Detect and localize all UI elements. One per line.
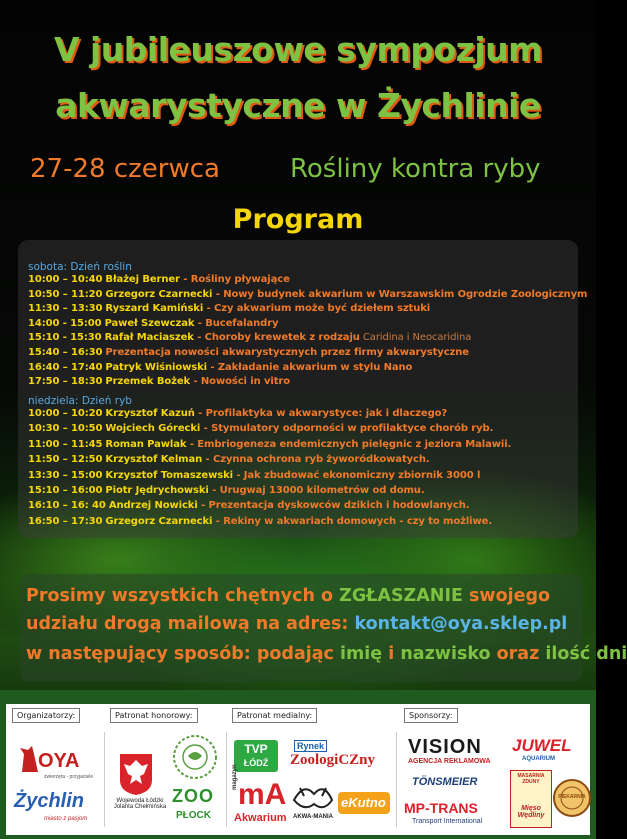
oya-name: OYA <box>38 750 80 772</box>
session-speaker: Patryk Wiśniowski <box>105 361 207 373</box>
separator: - <box>179 274 191 285</box>
session-speaker: Andrzej Nowicki <box>108 500 198 512</box>
schedule-row <box>28 500 469 511</box>
session-time: 10:50 – 11:20 <box>28 288 103 300</box>
separator: - <box>212 515 224 527</box>
session-title: Zakładanie akwarium w stylu Nano <box>217 361 413 373</box>
tvp-lodz-logo <box>234 740 278 772</box>
piekarnia-name: PIEKARNIA <box>558 794 586 800</box>
session-time: 11:00 – 11:45 <box>28 438 103 450</box>
mp-trans-logo <box>404 800 500 830</box>
schedule-row <box>28 470 480 481</box>
separator: - <box>212 288 224 300</box>
notice-text: i <box>382 644 401 664</box>
piekarnia-logo <box>552 778 592 826</box>
session-time: 11:30 – 13:30 <box>28 303 103 315</box>
poster-title-line1: V jubileuszowe sympozjum <box>53 30 543 69</box>
registration-notice <box>20 574 627 682</box>
divider <box>226 732 227 827</box>
program-title: Program <box>232 204 364 235</box>
schedule-row <box>28 423 493 434</box>
voivode-name: Jolanta Chełmińska <box>113 804 167 810</box>
session-time: 16:10 – 16: 40 <box>28 500 106 512</box>
schedule-row <box>28 439 511 450</box>
akwa-mania-name: AKWA-MANIA <box>293 814 333 820</box>
magazyn-akwarium-logo <box>232 764 288 826</box>
sunday-label: niedziela: Dzień ryb <box>28 395 132 407</box>
session-title: Rośliny pływające <box>190 274 290 285</box>
mp-trans-name: MP-TRANS <box>404 800 478 816</box>
schedule-row <box>28 347 469 358</box>
divider <box>104 732 105 827</box>
poster-title-line2: akwarystyczne w Żychlinie <box>55 86 541 125</box>
event-topic: Rośliny kontra ryby <box>290 154 541 184</box>
separator: - <box>194 317 206 329</box>
schedule-row <box>28 303 430 314</box>
notice-text: oraz <box>490 644 546 664</box>
session-title: Stymulatory odporności w profilaktyce chorób ryb. <box>211 423 494 435</box>
akwarium-label: Akwarium <box>234 812 287 824</box>
separator: - <box>208 485 220 496</box>
zoo-city: PŁOCK <box>176 810 211 821</box>
notice-text: swojego <box>462 586 551 606</box>
notice-line-2 <box>26 614 567 634</box>
notice-highlight: imię <box>340 644 383 664</box>
fish-icon <box>290 780 336 814</box>
schedule-row <box>28 454 430 465</box>
sponsors-tag: Sponsorzy: <box>404 708 458 723</box>
session-speaker: Roman Pawlak <box>105 438 190 450</box>
mp-trans-tagline: Transport International <box>412 818 483 825</box>
schedule-row <box>28 318 278 329</box>
session-title: Czy akwarium może być dziełem sztuki <box>214 303 431 315</box>
zoo-name: ZOO <box>172 786 214 806</box>
session-time: 15:40 – 16:30 <box>28 347 103 358</box>
session-title: Choroby krewetek z rodzaju <box>204 332 360 344</box>
session-title: Nowości in vitro <box>200 376 290 388</box>
session-title: Profilaktyka w akwarystyce: jak i dlaczego? <box>205 408 448 419</box>
session-time: 10:00 – 10:40 <box>28 274 103 285</box>
tonsmeier-name: TÖNSMEIER <box>412 776 478 788</box>
rynek-name: Rynek <box>294 740 327 752</box>
session-speaker: Błażej Berner <box>105 274 180 285</box>
schedule-row <box>28 332 471 343</box>
tonsmeier-logo <box>412 776 492 792</box>
session-title-genus: Caridina i Neocaridina <box>362 332 472 344</box>
schedule-row <box>28 289 587 300</box>
notice-text: udziału drogą mailową na adres: <box>26 614 355 634</box>
schedule-row <box>28 516 492 527</box>
session-title: Urugwaj 13000 kilometrów od domu. <box>219 485 425 496</box>
session-speaker: Rafał Maciaszek <box>104 332 194 344</box>
magazyn-label: magazyn <box>232 764 238 790</box>
session-time: 16:40 – 17:40 <box>28 361 103 373</box>
session-title: Embriogeneza endemicznych pielęgnic z jeziora Malawii. <box>197 438 512 450</box>
organizers-tag: Organizatorzy: <box>12 708 80 723</box>
notice-highlight: ilość dni <box>545 644 627 664</box>
eagle-emblem <box>118 752 154 796</box>
separator: - <box>193 332 205 344</box>
separator: - <box>202 454 213 466</box>
zychlin-tagline: miasto z pasjom <box>44 816 88 822</box>
dog-icon <box>18 744 40 774</box>
juwel-tagline: AQUARIUM <box>522 756 555 762</box>
honorary-patronage-tag: Patronat honorowy: <box>110 708 198 723</box>
session-title: Nowy budynek akwarium w Warszawskim Ogrodzie Zoologicznym <box>223 288 588 300</box>
notice-text: Prosimy wszystkich chętnych o <box>26 586 340 606</box>
session-speaker: Paweł Szewczak <box>104 317 195 329</box>
seal-icon <box>172 734 218 780</box>
notice-highlight: nazwisko <box>400 644 491 664</box>
session-time: 14:00 - 15:00 <box>28 317 102 329</box>
tvp-name: TVP <box>244 742 268 756</box>
media-patronage-tag: Patronat medialny: <box>232 708 317 723</box>
separator: - <box>189 438 198 450</box>
eagle-icon <box>118 752 154 796</box>
session-time: 10:00 – 10:20 <box>28 408 103 419</box>
zoologiczny-name: ZoologiCZny <box>290 752 376 768</box>
vision-tagline: AGENCJA REKLAMOWA <box>408 758 491 765</box>
vision-name: VISION <box>408 736 482 758</box>
session-title: Prezentacja dyskowców dzikich i hodowlanych. <box>208 500 470 512</box>
session-time: 17:50 – 18:30 <box>28 376 103 388</box>
session-speaker: Grzegorz Czarnecki <box>105 515 213 527</box>
session-time: 10:30 – 10:50 <box>28 423 103 435</box>
session-speaker: Przemek Bożek <box>105 376 191 388</box>
schedule-row <box>28 408 447 419</box>
schedule-row <box>28 485 425 496</box>
ekutno-name: eKutno <box>341 795 386 810</box>
masarnia-name: MASARNIA ZDUNY <box>517 773 545 785</box>
masarnia-logo <box>510 770 552 828</box>
schedule-row <box>28 274 290 285</box>
session-time: 16:50 – 17:30 <box>28 515 103 527</box>
event-date: 27-28 czerwca <box>30 154 220 184</box>
session-time: 13:30 – 15:00 <box>28 469 103 481</box>
schedule-panel <box>18 240 588 538</box>
akwa-mania-logo <box>290 780 336 824</box>
session-title: Jak zbudować ekonomiczny zbiornik 3000 l <box>243 469 481 481</box>
session-title: Prezentacja nowości akwarystycznych przez firmy akwarystyczne <box>105 347 469 358</box>
zychlin-logo <box>14 790 98 826</box>
voivode-title: Wojewoda Łódzki <box>116 798 164 804</box>
magazyn-letter: mA <box>238 778 287 811</box>
session-speaker: Krzysztof Kelman <box>105 454 203 466</box>
divider <box>396 732 397 827</box>
session-speaker: Piotr Jędrychowski <box>105 485 209 496</box>
notice-highlight: ZGŁASZANIE <box>339 586 463 606</box>
vision-logo <box>408 736 492 766</box>
separator: - <box>197 500 209 512</box>
voivode-caption <box>110 798 170 810</box>
oya-logo <box>18 742 98 782</box>
session-title: Czynna ochrona ryb żyworódkowatych. <box>213 454 430 466</box>
separator: - <box>232 469 244 481</box>
separator: - <box>194 408 206 419</box>
notice-line-3 <box>26 644 627 664</box>
session-time: 15:10 - 15:30 <box>28 332 102 344</box>
juwel-name: JUWEL <box>512 736 572 755</box>
session-time: 15:10 – 16:00 <box>28 485 103 496</box>
zoo-plock-logo <box>170 786 222 826</box>
zychlin-name: Żychlin <box>14 790 85 812</box>
tvp-city: ŁÓDŹ <box>243 758 269 768</box>
juwel-logo <box>510 736 572 766</box>
notice-line-1 <box>26 586 550 606</box>
oya-tagline: zwierzęta - przyjaciele <box>44 774 94 780</box>
separator: - <box>190 376 201 388</box>
session-speaker: Ryszard Kamiński <box>105 303 204 315</box>
notice-text: w następujący sposób: podając <box>26 644 341 664</box>
session-speaker: Krzysztof Kazuń <box>105 408 195 419</box>
session-title: Bucefalandry <box>205 317 279 329</box>
session-title: Rekiny w akwariach domowych - czy to możliwe. <box>223 515 493 527</box>
session-speaker: Wojciech Górecki <box>105 423 201 435</box>
separator: - <box>200 423 212 435</box>
session-time: 11:50 – 12:50 <box>28 454 103 466</box>
session-speaker: Grzegorz Czarnecki <box>105 288 213 300</box>
separator: - <box>203 303 215 315</box>
seal-logo <box>172 734 218 780</box>
contact-email[interactable]: kontakt@oya.sklep.pl <box>354 614 568 634</box>
saturday-label: sobota: Dzień roślin <box>28 261 132 273</box>
separator: - <box>207 361 218 373</box>
rynek-zoologiczny-logo <box>290 740 386 774</box>
schedule-row <box>28 376 290 387</box>
ekutno-logo <box>338 792 390 814</box>
session-speaker: Krzysztof Tomaszewski <box>105 469 233 481</box>
masarnia-tagline: Mięso Wędliny <box>517 805 545 819</box>
schedule-row <box>28 362 412 373</box>
